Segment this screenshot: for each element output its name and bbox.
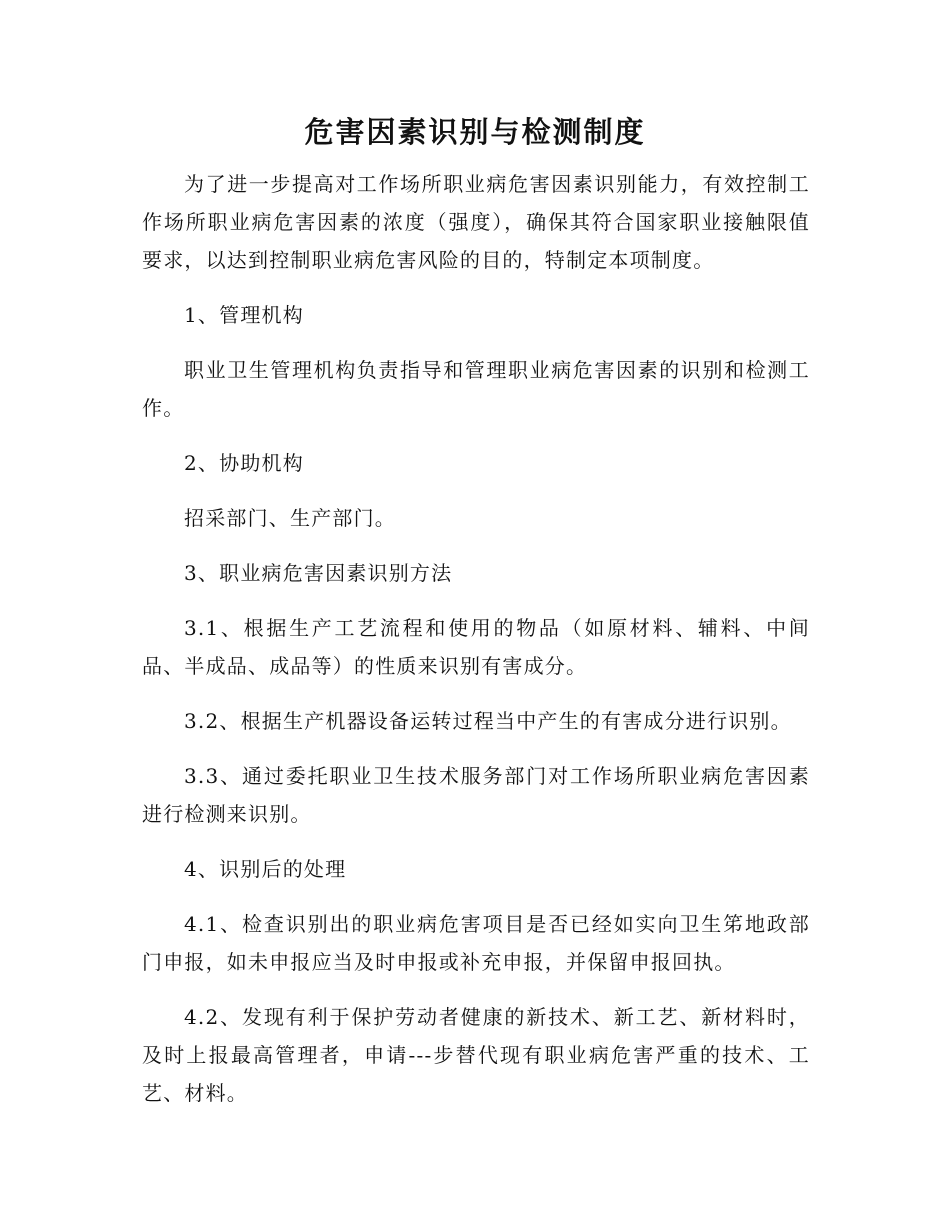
section-heading-management: 1、管理机构 (184, 303, 304, 327)
management-paragraph: 职业卫生管理机构负责指导和管理职业病危害因素的识别和检测工作。 (142, 358, 810, 420)
document-title: 危害因素识别与检测制度 (304, 115, 646, 149)
handling-paragraph-4-1: 4.1、检查识别出的职业病危害项目是否已经如实向卫生笫地政部门申报，如未申报应当及时申报或补充申报，并保留申报回执。 (142, 912, 810, 974)
handling-paragraph-4-2: 4.2、发现有利于保护劳动者健康的新技术、新工艺、新材料时，及时上报最高管理者，申请---步替代现有职业病危害严重的技术、工艺、材料。 (142, 1005, 810, 1105)
section-heading-assisting: 2、协助机构 (184, 451, 304, 475)
document-body (142, 165, 810, 1129)
method-paragraph-3-3: 3.3、通过委托职业卫生技术服务部门对工作场所职业病危害因素进行检测来识别。 (142, 764, 810, 826)
intro-paragraph: 为了进一步提高对工作场所职业病危害因素识别能力，有效控制工作场所职业病危害因素的浓度（强度），确保其符合国家职业接触限值要求，以达到控制职业病危害风险的目的，特制定本项制度。 (142, 172, 810, 272)
section-heading-methods: 3、职业病危害因素识别方法 (184, 561, 453, 585)
method-paragraph-3-2: 3.2、根据生产机器设备运转过程当中产生的有害成分进行识别。 (184, 709, 792, 733)
section-heading-handling: 4、识别后的处理 (184, 857, 347, 881)
method-paragraph-3-1: 3.1、根据生产工艺流程和使用的物品（如原材料、辅料、中间品、半成品、成品等）的性质来识别有害成分。 (142, 616, 810, 678)
assisting-paragraph: 招采部门、生产部门。 (184, 506, 396, 530)
